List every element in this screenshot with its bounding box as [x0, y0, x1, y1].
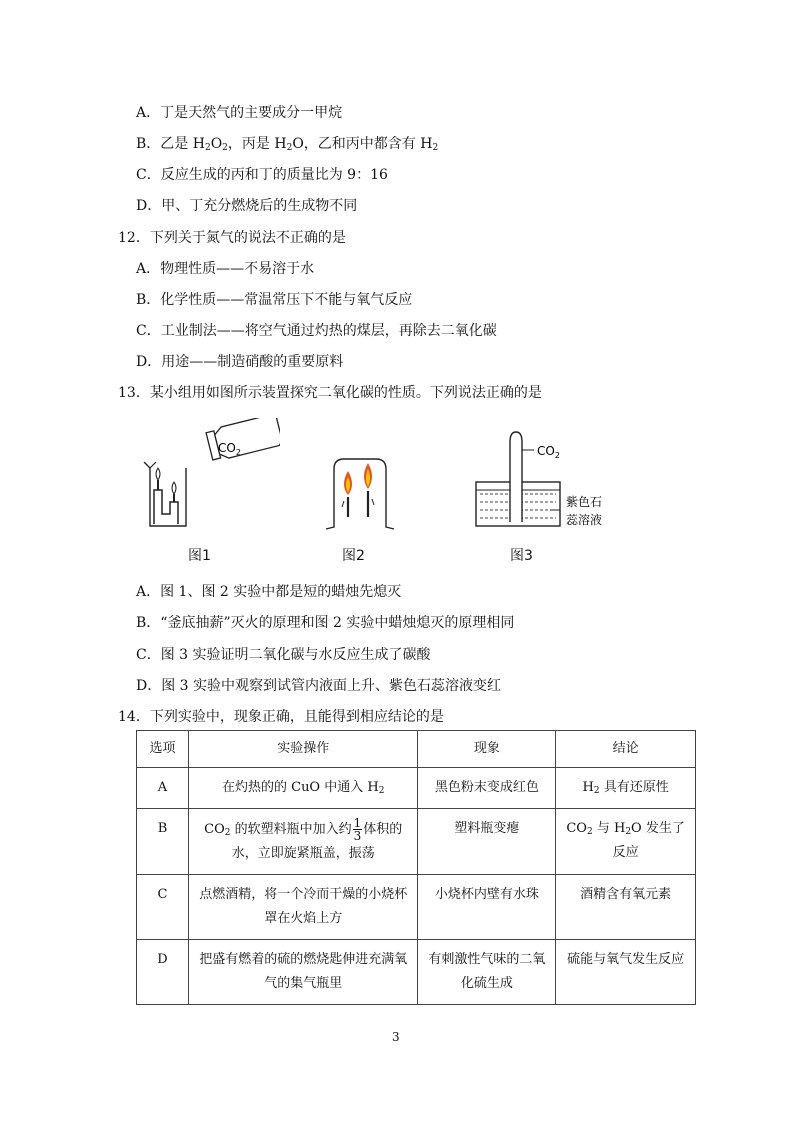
figure-3-test-tube [470, 428, 640, 533]
q11-option-b: B．乙是 $H_2O_2$，丙是 $H_2O$，乙和丙中都含有 $H_2$ [136, 136, 439, 153]
fig3-solution-label-2: 蕊溶液 [566, 513, 603, 527]
row-c-operation: 点燃酒精，将一个冷而干燥的小烧杯罩在火焰上方 [188, 875, 418, 940]
q11-option-d: D．甲、丁充分燃烧后的生成物不同 [136, 198, 358, 214]
q12-option-b: B．化学性质——常温常压下不能与氧气反应 [136, 292, 413, 308]
table-header-row [137, 731, 696, 768]
q13-option-c: C．图 3 实验证明二氧化碳与水反应生成了碳酸 [136, 647, 431, 663]
figure-2-caption: 图2 [342, 548, 365, 564]
q13-stem: 13．某小组用如图所示装置探究二氧化碳的性质。下列说法正确的是 [118, 385, 542, 401]
q13-option-b: B．“釜底抽薪”灭火的原理和图 2 实验中蜡烛熄灭的原理相同 [136, 615, 515, 631]
q11-option-a: A．丁是天然气的主要成分一甲烷 [136, 105, 343, 121]
row-d-conclusion: 硫能与氧气发生反应 [556, 940, 696, 1005]
header-conclusion: 结论 [556, 731, 696, 768]
row-c-phenomenon: 小烧杯内壁有水珠 [418, 875, 556, 940]
row-a-phenomenon: 黑色粉末变成红色 [418, 768, 556, 809]
row-b-phenomenon: 塑料瓶变瘪 [418, 809, 556, 875]
row-c-option: C [137, 875, 189, 940]
q13-option-a: A．图 1、图 2 实验中都是短的蜡烛先熄灭 [136, 584, 402, 600]
table-row [137, 809, 696, 875]
row-a-conclusion: $H_2$ 具有还原性 [556, 768, 696, 809]
figure-1-caption: 图1 [188, 548, 211, 564]
row-b-operation: $CO_2$ 的软塑料瓶中加入约 $\frac{1}{3}$ 体积的水，立即旋紧瓶盖，振荡 [188, 809, 418, 875]
fig1-co2-label: $CO_2$ [218, 441, 241, 457]
row-a-option: A [137, 768, 189, 809]
row-d-operation: 把盛有燃着的硫的燃烧匙伸进充满氧气的集气瓶里 [188, 940, 418, 1005]
row-b-conclusion: $CO_2$ 与 $H_2O$ 发生了反应 [556, 809, 696, 875]
figure-1-beaker [140, 418, 280, 533]
q14-stem: 14．下列实验中，现象正确，且能得到相应结论的是 [118, 709, 444, 725]
row-a-operation: 在灼热的的 CuO 中通入 $H_2$ [188, 768, 418, 809]
header-operation: 实验操作 [188, 731, 418, 768]
figure-2-bell-jar [320, 455, 400, 535]
page-number: 3 [392, 1030, 400, 1044]
table-row [137, 940, 696, 1005]
q12-option-d: D．用途——制造硝酸的重要原料 [136, 354, 344, 370]
table-row [137, 875, 696, 940]
row-d-phenomenon: 有刺激性气味的二氧化硫生成 [418, 940, 556, 1005]
q14-table [136, 730, 696, 1005]
row-b-option: B [137, 809, 189, 875]
q12-stem: 12．下列关于氮气的说法不正确的是 [118, 230, 346, 246]
header-phenomenon: 现象 [418, 731, 556, 768]
header-option: 选项 [137, 731, 189, 768]
fraction-one-third: $\frac{1}{3}$ [353, 816, 362, 843]
q11-option-c: C．反应生成的丙和丁的质量比为 9：16 [136, 167, 388, 183]
q13-option-d: D．图 3 实验中观察到试管内液面上升、紫色石蕊溶液变红 [136, 678, 502, 694]
fig3-co2-label: $CO_2$ [537, 444, 560, 460]
q12-option-a: A．物理性质——不易溶于水 [136, 261, 315, 277]
table-row [137, 768, 696, 809]
row-c-conclusion: 酒精含有氧元素 [556, 875, 696, 940]
fig3-solution-label-1: 紫色石 [566, 495, 603, 509]
q12-option-c: C．工业制法——将空气通过灼热的煤层，再除去二氧化碳 [136, 323, 497, 339]
row-d-option: D [137, 940, 189, 1005]
figure-3-caption: 图3 [510, 548, 533, 564]
